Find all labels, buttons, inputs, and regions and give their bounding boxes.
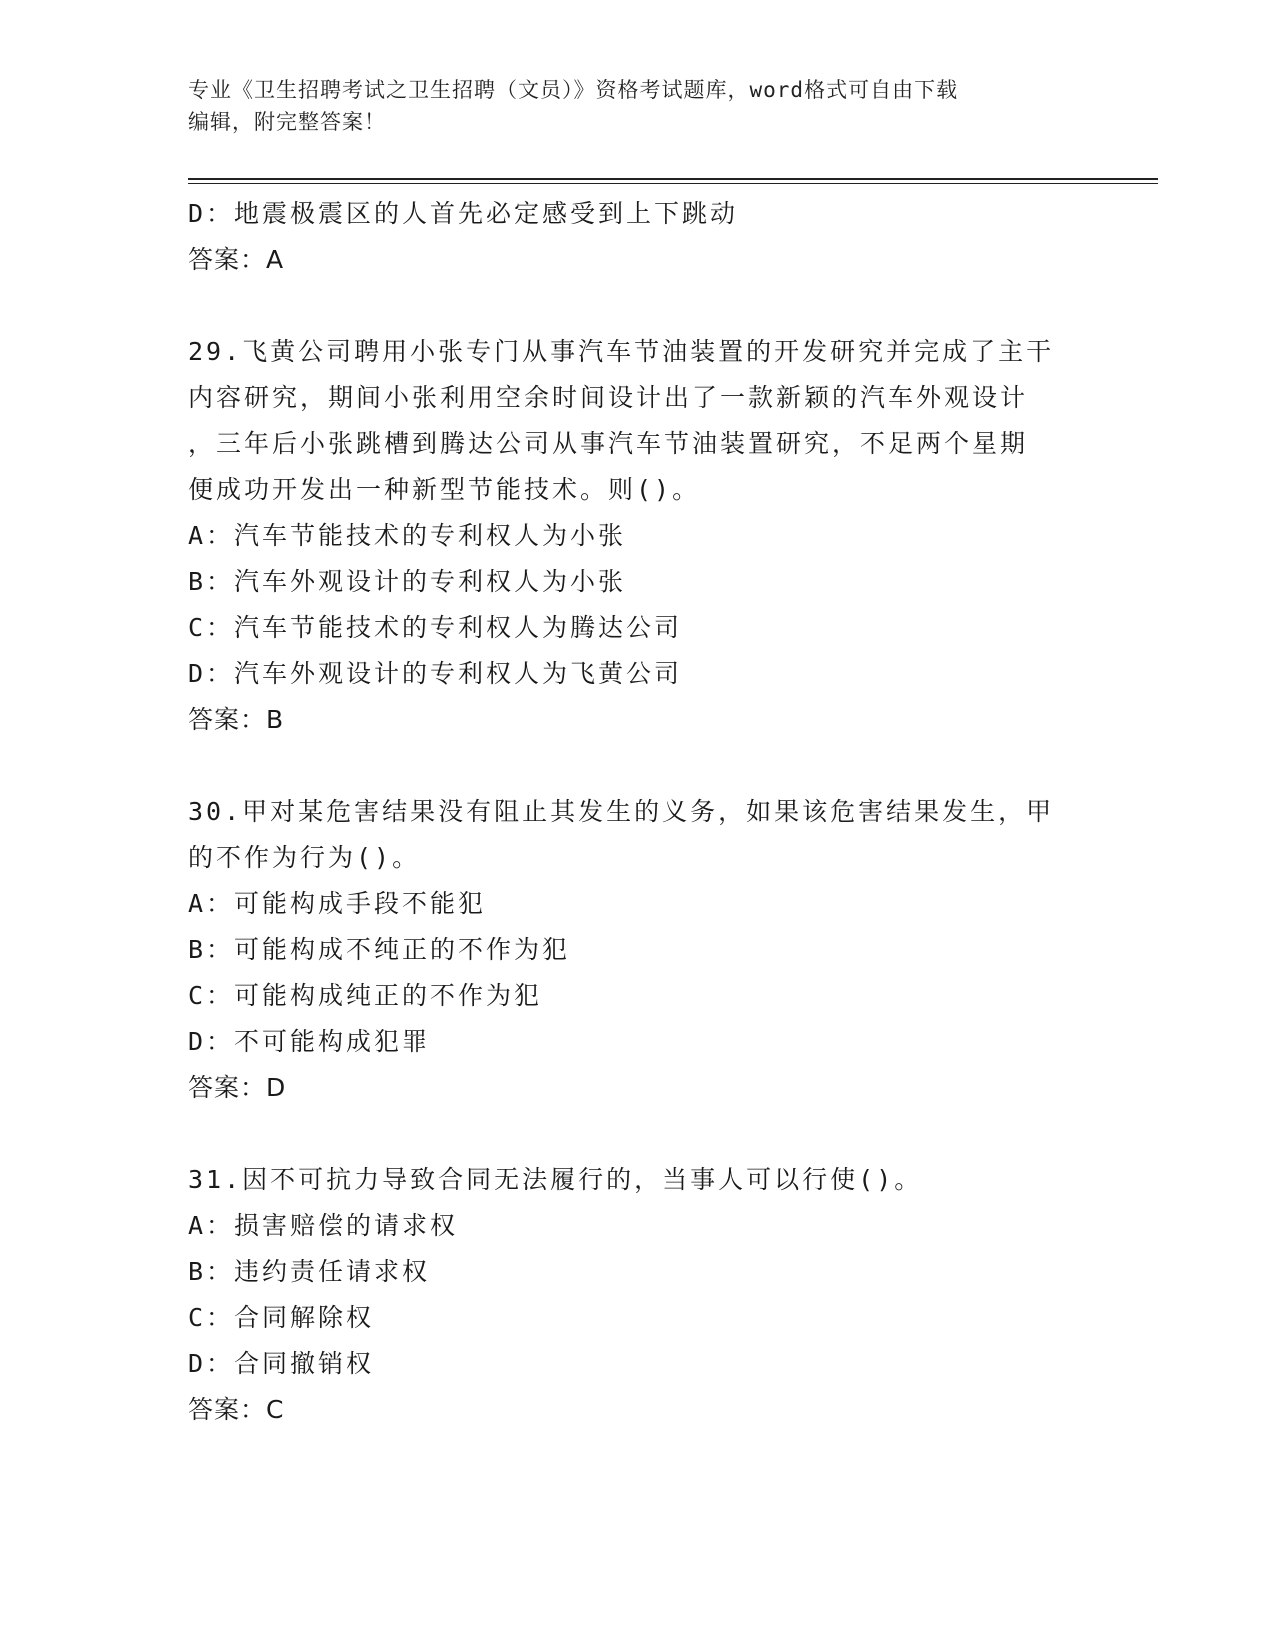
question-stem-line: 内容研究，期间小张利用空余时间设计出了一款新颖的汽车外观设计 <box>188 383 1029 412</box>
question-30 <box>188 789 1108 1111</box>
question-stem-line: 30.甲对某危害结果没有阻止其发生的义务，如果该危害结果发生，甲 <box>188 797 1055 826</box>
option-a: A：可能构成手段不能犯 <box>188 889 487 918</box>
question-stem-line: ，三年后小张跳槽到腾达公司从事汽车节油装置研究，不足两个星期 <box>188 429 1029 458</box>
header-line-1: 专业《卫生招聘考试之卫生招聘（文员）》资格考试题库，word格式可自由下载 <box>188 78 959 102</box>
option-c: C：汽车节能技术的专利权人为腾达公司 <box>188 613 683 642</box>
answer-line: 答案：D <box>188 1073 287 1102</box>
header-line-2: 编辑，附完整答案！ <box>188 110 386 134</box>
option-d: D：不可能构成犯罪 <box>188 1027 431 1056</box>
spacer <box>188 743 1108 789</box>
spacer <box>188 1111 1108 1157</box>
question-stem-line: 的不作为行为()。 <box>188 843 421 872</box>
option-a: A：损害赔偿的请求权 <box>188 1211 459 1240</box>
option-b: B：违约责任请求权 <box>188 1257 431 1286</box>
answer-line: 答案：C <box>188 1395 285 1424</box>
document-header <box>188 74 1088 138</box>
option-c: C：可能构成纯正的不作为犯 <box>188 981 543 1010</box>
header-divider-thin <box>188 183 1158 184</box>
question-stem-line: 31.因不可抗力导致合同无法履行的，当事人可以行使()。 <box>188 1165 923 1194</box>
question-stem-line: 便成功开发出一种新型节能技术。则()。 <box>188 475 701 504</box>
previous-question-tail <box>188 191 1108 283</box>
question-list <box>188 191 1108 1433</box>
option-c: C：合同解除权 <box>188 1303 375 1332</box>
question-29 <box>188 329 1108 743</box>
option-a: A：汽车节能技术的专利权人为小张 <box>188 521 627 550</box>
option-d: D：汽车外观设计的专利权人为飞黄公司 <box>188 659 683 688</box>
option-d: D：合同撤销权 <box>188 1349 375 1378</box>
answer-line: 答案：A <box>188 245 285 274</box>
question-stem-line: 29.飞黄公司聘用小张专门从事汽车节油装置的开发研究并完成了主干 <box>188 337 1055 366</box>
option-b: B：汽车外观设计的专利权人为小张 <box>188 567 627 596</box>
header-divider-thick <box>188 178 1158 180</box>
spacer <box>188 283 1108 329</box>
option-d: D：地震极震区的人首先必定感受到上下跳动 <box>188 199 739 228</box>
option-b: B：可能构成不纯正的不作为犯 <box>188 935 571 964</box>
question-31 <box>188 1157 1108 1433</box>
answer-line: 答案：B <box>188 705 285 734</box>
